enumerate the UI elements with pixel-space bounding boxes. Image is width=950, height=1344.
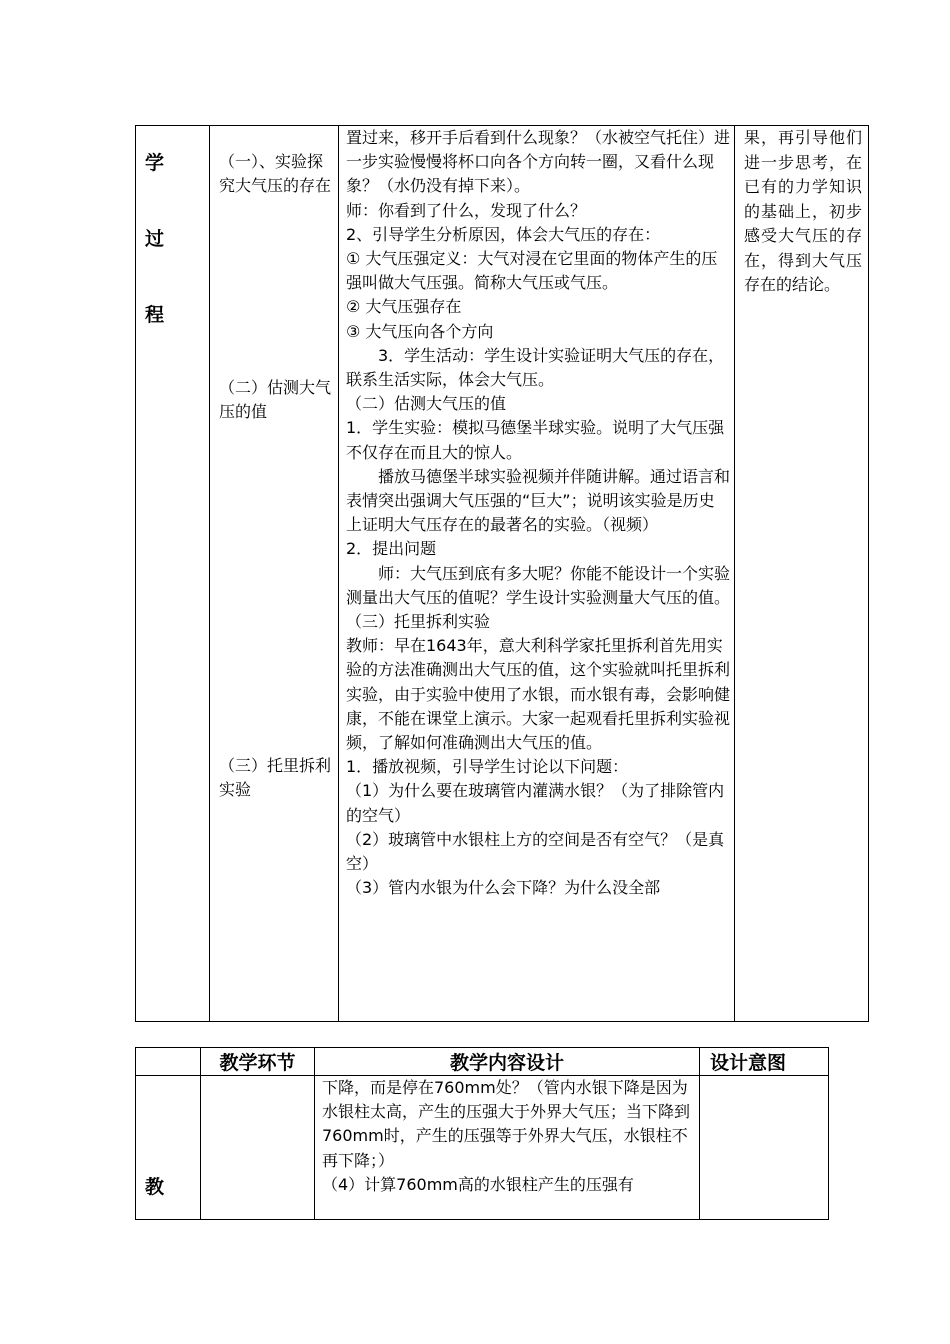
content-paragraph: 下降，而是停在760mm处？（管内水银下降是因为水银柱太高，产生的压强大于外界大气压；当下降到760mm时，产生的压强等于外界大气压，水银柱不再下降；） bbox=[322, 1078, 691, 1170]
content-paragraph: 播放马德堡半球实验视频并伴随讲解。通过语言和表情突出强调大气压强的“巨大”；说明该实验是历史上证明大气压存在的最著名的实验。（视频） bbox=[346, 466, 731, 535]
header-content-design: 教学内容设计 bbox=[315, 1048, 700, 1076]
stage-column bbox=[136, 126, 210, 1022]
content-paragraph: 1．播放视频，引导学生讨论以下问题： bbox=[346, 757, 629, 777]
stage-char: 过 bbox=[145, 228, 165, 250]
content-paragraph: 师：大气压到底有多大呢？你能不能设计一个实验测量出大气压的值呢？学生设计实验测量大气压的值。 bbox=[346, 563, 731, 607]
content-paragraph: （3）管内水银为什么会下降？为什么没全部 bbox=[346, 878, 661, 898]
section-heading: （一）、实验探究大气压的存在 bbox=[219, 152, 332, 195]
section-heading: （二）估测大气压的值 bbox=[219, 378, 332, 421]
header-teaching-stage: 教学环节 bbox=[201, 1048, 315, 1076]
stage-char: 教 bbox=[145, 1176, 165, 1198]
content-paragraph: ② 大气压强存在 bbox=[346, 297, 462, 317]
content-paragraph: ③ 大气压向各个方向 bbox=[346, 321, 494, 341]
content-paragraph: 1．学生实验：模拟马德堡半球实验。说明了大气压强不仅存在而且大的惊人。 bbox=[346, 418, 725, 462]
content-paragraph: 教师：早在1643年，意大利科学家托里拆利首先用实验的方法准确测出大气压的值，这个实验就叫托里拆利实验，由于实验中使用了水银，而水银有毒，会影响健康，不能在课堂上演示。大家一起观看托里拆利实验视频，了解如何准确测出大气压的值。 bbox=[346, 636, 731, 753]
content-paragraph: 3．学生活动：学生设计实验证明大气压的存在，联系生活实际，体会大气压。 bbox=[346, 345, 725, 390]
content-paragraph: 置过来，移开手后看到什么现象？（水被空气托住）进一步实验慢慢将杯口向各个方向转一圈，又看什么现象？（水仍没有掉下来）。 bbox=[346, 128, 731, 196]
header-empty-cell bbox=[136, 1048, 201, 1076]
section-column bbox=[201, 1076, 315, 1220]
stage-char: 学 bbox=[145, 152, 165, 174]
content-paragraph: （1）为什么要在玻璃管内灌满水银？（为了排除管内的空气） bbox=[346, 781, 725, 825]
section-heading: （三）托里拆利实验 bbox=[219, 756, 332, 799]
stage-char: 程 bbox=[145, 304, 165, 326]
header-design-intent: 设计意图 bbox=[700, 1048, 829, 1076]
design-intent-column bbox=[735, 126, 869, 1022]
content-paragraph: （2）玻璃管中水银柱上方的空间是否有空气？（是真空） bbox=[346, 829, 725, 874]
content-paragraph: ① 大气压强定义：大气对浸在它里面的物体产生的压强叫做大气压强。简称大气压或气压。 bbox=[346, 249, 718, 293]
stage-column bbox=[136, 1076, 201, 1220]
content-paragraph: 2．提出问题 bbox=[346, 539, 437, 559]
content-paragraph: 师：你看到了什么，发现了什么？ bbox=[346, 200, 587, 220]
content-paragraph: （4）计算760mm高的水银柱产生的压强有 bbox=[322, 1174, 634, 1194]
content-paragraph: 2、引导学生分析原因，体会大气压的存在： bbox=[346, 224, 661, 244]
section-column bbox=[210, 126, 339, 1022]
lesson-table-page-bottom bbox=[135, 1047, 829, 1220]
lesson-table-page-top bbox=[135, 125, 869, 1022]
content-column bbox=[315, 1076, 700, 1220]
design-intent-column bbox=[700, 1076, 829, 1220]
content-column bbox=[339, 126, 735, 1022]
design-intent-text: 果，再引导他们进一步思考，在已有的力学知识的基础上，初步感受大气压的存在，得到大气压存在的结论。 bbox=[744, 128, 862, 294]
content-paragraph: （二）估测大气压的值 bbox=[346, 394, 507, 414]
content-paragraph: （三）托里拆利实验 bbox=[346, 612, 491, 632]
